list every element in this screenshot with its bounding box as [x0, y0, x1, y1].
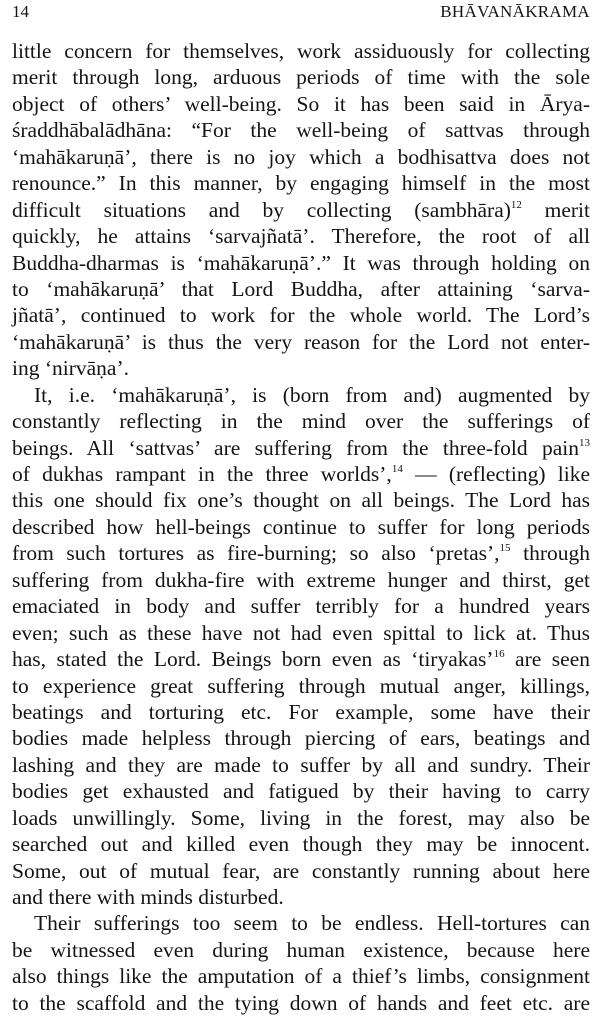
text-segment: object of others’ well-being. So it has been said in Ārya- [12, 91, 590, 116]
text-line [12, 91, 590, 117]
text-line [12, 487, 590, 513]
text-segment: constantly reflecting in the mind over the sufferings of [12, 409, 590, 434]
text-line [12, 805, 590, 831]
text-segment: suffering from dukha-fire with extreme hunger and thirst, get [12, 567, 590, 592]
text-segment: emaciated in body and suffer terribly for a hundred years [12, 594, 590, 619]
text-line [12, 302, 590, 328]
text-line [12, 117, 590, 143]
text-line [12, 329, 590, 355]
text-segment: quickly, he attains ‘sarvajñatā’. Therefore, the root of all [12, 224, 590, 249]
text-line [12, 276, 590, 302]
text-segment: difficult situations and by collecting (sambhāra) [12, 197, 511, 222]
text-segment: little concern for themselves, work assiduously for collecting [12, 39, 590, 63]
page-number: 14 [12, 2, 29, 21]
text-line [12, 355, 590, 381]
text-line [12, 910, 590, 936]
text-segment: this one should fix one’s thought on all beings. The Lord has [12, 488, 590, 513]
text-line [12, 884, 590, 910]
text-line [12, 831, 590, 857]
text-segment: from such tortures as fire-burning; so also ‘pretas’, [12, 541, 500, 566]
text-segment: to the scaffold and the tying down of hands and feet etc. are [12, 990, 590, 1015]
text-line [12, 223, 590, 249]
text-line [12, 64, 590, 90]
text-segment: Some, out of mutual fear, are constantly running about here [12, 858, 590, 883]
text-segment: to ‘mahākaruṇā’ that Lord Buddha, after attaining ‘sarva- [12, 276, 590, 301]
text-segment: bodies get exhausted and fatigued by their having to carry [12, 779, 590, 804]
text-segment: — (reflecting) like [402, 462, 590, 486]
text-line [12, 170, 590, 196]
text-line [12, 514, 590, 540]
footnote-marker: 15 [499, 542, 511, 555]
footnote-marker: 12 [510, 198, 522, 211]
text-segment: ‘mahākaruṇā’, there is no joy which a bodhisattva does not [12, 144, 590, 169]
text-segment: merit [521, 197, 590, 222]
text-line [12, 567, 590, 593]
footnote-marker: 14 [391, 463, 403, 475]
text-segment: and there with minds disturbed. [12, 885, 284, 909]
text-line [12, 990, 590, 1016]
text-line [12, 699, 590, 725]
text-line [12, 38, 590, 64]
text-line [12, 963, 590, 989]
text-segment: also things like the amputation of a thief’s limbs, consignment [12, 964, 590, 989]
text-segment: bodies made helpless through piercing of ears, beatings and [12, 726, 590, 751]
text-segment: has, stated the Lord. Beings born even as ‘tiryakas’ [12, 647, 494, 672]
text-segment: of dukhas rampant in the three worlds’, [12, 462, 392, 486]
text-line [12, 778, 590, 804]
text-line [12, 197, 590, 223]
text-segment: searched out and killed even though they may be innocent. [12, 832, 590, 857]
text-segment: lashing and they are made to suffer by all and sundry. Their [12, 752, 590, 777]
text-segment: described how hell-beings continue to suffer for long periods [12, 514, 590, 539]
text-line [12, 461, 590, 487]
text-segment: to experience great suffering through mutual anger, killings, [12, 673, 590, 698]
footnote-marker: 13 [579, 436, 590, 449]
text-line [12, 725, 590, 751]
text-segment: even; such as these have not had even spittal to lick at. Thus [12, 620, 590, 645]
text-segment: merit through long, arduous periods of time with the sole [12, 65, 590, 90]
text-segment: Their sufferings too seem to be endless. Hell-tortures can [34, 911, 590, 936]
text-line [12, 620, 590, 646]
text-segment: through [510, 541, 591, 566]
text-segment: are seen [504, 647, 590, 672]
text-line [12, 593, 590, 619]
text-segment: ing ‘nirvāṇa’. [12, 356, 130, 381]
text-segment: śraddhābalādhāna: “For the well-being of sattvas through [12, 118, 590, 143]
text-segment: beatings and torturing etc. For example, some have their [12, 699, 590, 724]
text-line [12, 382, 590, 408]
text-segment: jñatā’, continued to work for the whole world. The Lord’s [12, 303, 590, 328]
text-line [12, 250, 590, 276]
text-segment: be witnessed even during human existence, because here [12, 937, 590, 962]
text-segment: ‘mahākaruṇā’ is thus the very reason for the Lord not enter- [12, 329, 590, 354]
footnote-marker: 16 [493, 648, 505, 661]
text-segment: beings. All ‘sattvas’ are suffering from the three-fold pain [12, 435, 579, 460]
text-line [12, 646, 590, 672]
text-line [12, 408, 590, 434]
running-title: BHĀVANĀKRAMA [440, 2, 590, 21]
text-line [12, 435, 590, 461]
text-segment: It, i.e. ‘mahākaruṇā’, is (born from and) augmented by [34, 382, 590, 407]
text-line [12, 752, 590, 778]
text-segment: renounce.” In this manner, by engaging himself in the most [12, 171, 590, 196]
running-header [12, 2, 590, 24]
text-segment: Buddha-dharmas is ‘mahākaruṇā’.” It was through holding on [12, 250, 590, 275]
body-text [12, 38, 590, 1016]
text-line [12, 144, 590, 170]
text-line [12, 540, 590, 566]
text-line [12, 858, 590, 884]
text-line [12, 937, 590, 963]
text-segment: loads unwillingly. Some, living in the forest, may also be [12, 805, 590, 830]
text-line [12, 673, 590, 699]
